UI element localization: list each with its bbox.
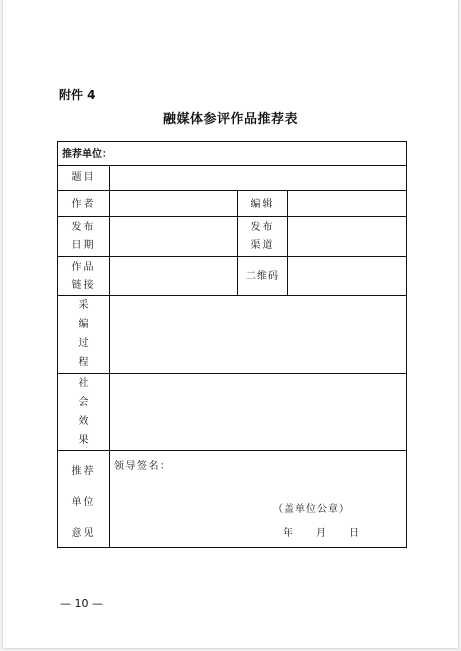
recommendation-label-line2: 单位 xyxy=(71,497,96,508)
editing-process-label-char4: 程 xyxy=(78,357,89,368)
recommendation-label-line1: 推荐 xyxy=(71,466,96,477)
social-effect-label-char3: 效 xyxy=(78,416,89,427)
work-link-field[interactable] xyxy=(110,257,237,295)
qr-code-label: 二维码 xyxy=(246,271,279,282)
social-effect-field[interactable] xyxy=(110,374,406,450)
qr-code-field[interactable] xyxy=(288,257,406,295)
attachment-label: 附件 4 xyxy=(59,88,96,102)
editing-process-label-char1: 采 xyxy=(78,300,89,311)
stamp-note: （盖单位公章） xyxy=(273,504,350,515)
work-link-label-line1: 作品 xyxy=(71,262,96,273)
recommendation-label-line3: 意见 xyxy=(71,528,96,539)
document-title: 融媒体参评作品推荐表 xyxy=(162,112,298,127)
editing-process-label-char3: 过 xyxy=(78,338,89,349)
publish-channel-label-line2: 渠道 xyxy=(250,240,275,251)
editing-process-field[interactable] xyxy=(110,296,406,373)
recommendation-form-table xyxy=(57,141,407,548)
topic-label: 题目 xyxy=(71,172,96,183)
social-effect-label-char2: 会 xyxy=(78,397,89,408)
author-label: 作者 xyxy=(71,199,96,210)
leader-signature-label: 领导签名： xyxy=(114,461,172,472)
page-number: — 10 — xyxy=(60,597,103,610)
author-field[interactable] xyxy=(110,191,237,216)
work-link-label-line2: 链接 xyxy=(71,280,96,291)
recommender-unit-label: 推荐单位： xyxy=(62,149,112,160)
publish-date-field[interactable] xyxy=(110,217,237,256)
topic-field[interactable] xyxy=(110,166,406,190)
social-effect-label-char4: 果 xyxy=(78,435,89,446)
editor-field[interactable] xyxy=(288,191,406,216)
publish-channel-label-line1: 发布 xyxy=(250,222,275,233)
publish-date-label-line1: 发布 xyxy=(71,222,96,233)
publish-date-label-line2: 日期 xyxy=(71,240,96,251)
social-effect-label-char1: 社 xyxy=(78,378,89,389)
editing-process-label-char2: 编 xyxy=(78,319,89,330)
publish-channel-field[interactable] xyxy=(288,217,406,256)
editor-label: 编辑 xyxy=(250,199,275,210)
date-line: 年 月 日 xyxy=(283,528,360,539)
